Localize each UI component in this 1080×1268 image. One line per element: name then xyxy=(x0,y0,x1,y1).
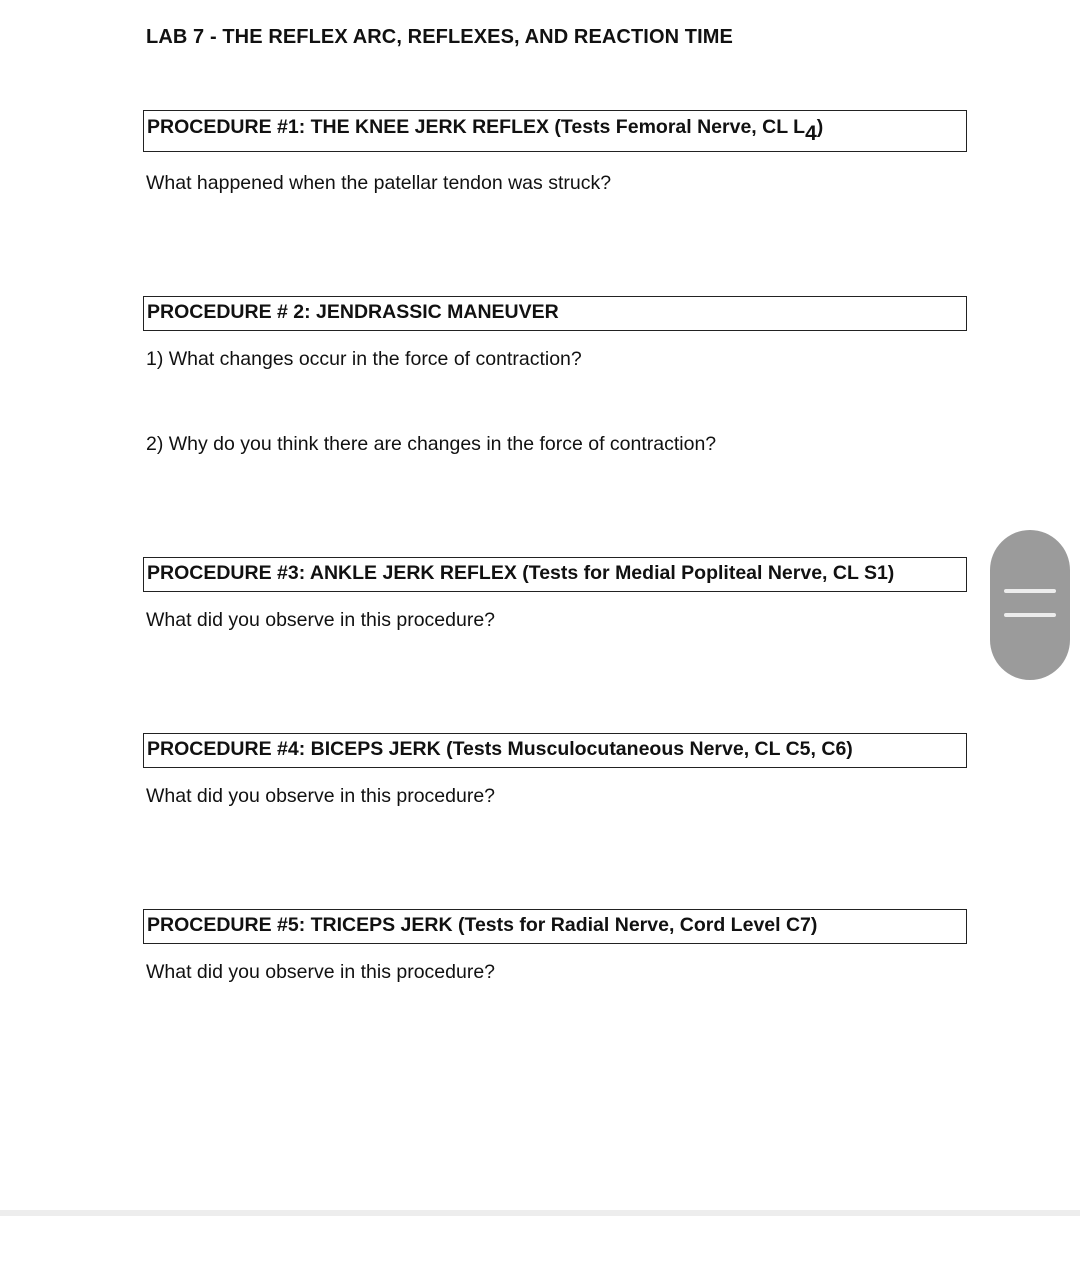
procedure-4-question-1: What did you observe in this procedure? xyxy=(146,785,496,807)
procedure-1-heading-suffix: ) xyxy=(816,116,824,138)
procedure-1-heading-text: PROCEDURE #1: THE KNEE JERK REFLEX (Tests Femoral Nerve, CL L xyxy=(147,116,806,138)
procedure-2-question-2: 2) Why do you think there are changes in the force of contraction? xyxy=(146,433,717,455)
procedure-2-heading: PROCEDURE # 2: JENDRASSIC MANEUVER xyxy=(143,296,967,331)
procedure-1-heading-subscript: 4 xyxy=(805,122,817,145)
procedure-1-heading xyxy=(143,110,967,152)
procedure-5-question-1: What did you observe in this procedure? xyxy=(146,961,496,983)
procedure-3-question-1: What did you observe in this procedure? xyxy=(146,609,496,631)
page-divider xyxy=(0,1210,1080,1216)
scroll-handle[interactable] xyxy=(990,530,1070,680)
procedure-4-heading: PROCEDURE #4: BICEPS JERK (Tests Musculocutaneous Nerve, CL C5, C6) xyxy=(143,733,967,768)
procedure-1-question-1: What happened when the patellar tendon was struck? xyxy=(146,172,612,194)
procedure-3-heading: PROCEDURE #3: ANKLE JERK REFLEX (Tests for Medial Popliteal Nerve, CL S1) xyxy=(143,557,967,592)
procedure-2-question-1: 1) What changes occur in the force of contraction? xyxy=(146,348,582,370)
page-title: LAB 7 - THE REFLEX ARC, REFLEXES, AND REACTION TIME xyxy=(146,26,733,48)
procedure-5-heading: PROCEDURE #5: TRICEPS JERK (Tests for Radial Nerve, Cord Level C7) xyxy=(143,909,967,944)
